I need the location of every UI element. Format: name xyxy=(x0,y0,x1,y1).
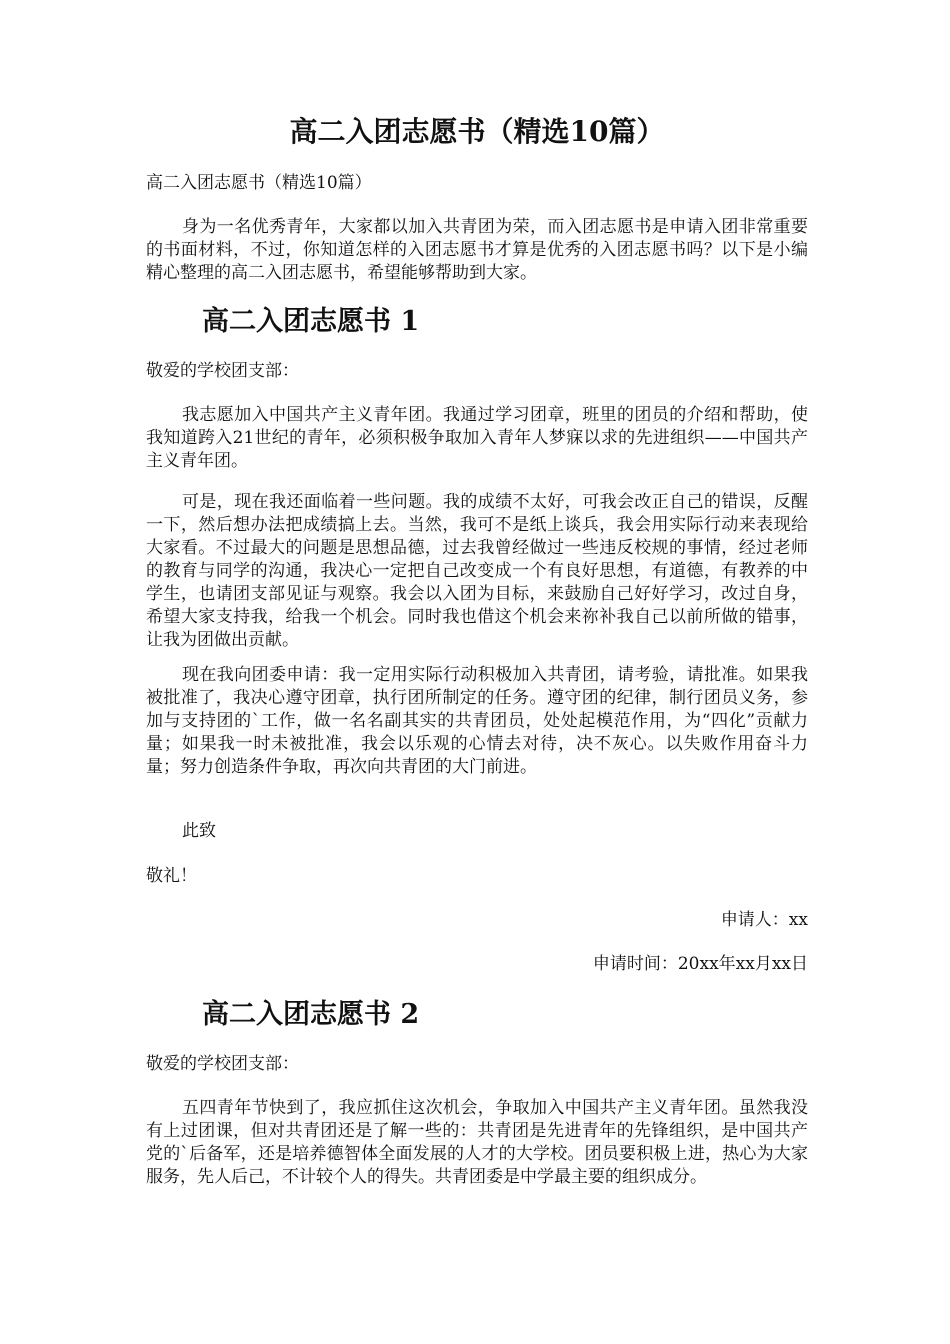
letter1-heading: 高二入团志愿书 1 xyxy=(202,306,420,337)
document-subtitle: 高二入团志愿书（精选10篇） xyxy=(146,173,372,193)
letter1-date: 申请时间：20xx年xx月xx日 xyxy=(592,954,808,974)
letter2-heading: 高二入团志愿书 2 xyxy=(202,999,420,1030)
letter1-applicant: 申请人：xx xyxy=(720,910,808,930)
letter1-paragraph-1: 我志愿加入中国共产主义青年团。我通过学习团章，班里的团员的介绍和帮助，使我知道跨入21世纪的青年，必须积极争取加入青年人梦寐以求的先进组织——中国共产主义青年团。 xyxy=(146,405,808,471)
letter2-salutation: 敬爱的学校团支部： xyxy=(146,1054,299,1074)
letter1-salutation: 敬爱的学校团支部： xyxy=(146,361,299,381)
letter1-closing-cizhi: 此致 xyxy=(182,821,216,841)
intro-paragraph: 身为一名优秀青年，大家都以加入共青团为荣，而入团志愿书是申请入团非常重要的书面材料，不过，你知道怎样的入团志愿书才算是优秀的入团志愿书吗？以下是小编精心整理的高二入团志愿书，希望能够帮助到大家。 xyxy=(146,217,808,283)
document-title: 高二入团志愿书（精选10篇） xyxy=(289,115,665,148)
letter1-paragraph-3: 现在我向团委申请：我一定用实际行动积极加入共青团，请考验，请批准。如果我被批准了，我决心遵守团章，执行团所制定的任务。遵守团的纪律，制行团员义务，参加与支持团的`工作，做一名名副其实的共青团员，处处起模范作用，为“四化”贡献力量；如果我一时未被批准，我会以乐观的心情去对待，决不灰心。以失败作用奋斗力量；努力创造条件争取，再次向共青团的大门前进。 xyxy=(146,665,808,777)
letter1-paragraph-2: 可是，现在我还面临着一些问题。我的成绩不太好，可我会改正自己的错误，反醒一下，然后想办法把成绩搞上去。当然，我可不是纸上谈兵，我会用实际行动来表现给大家看。不过最大的问题是思想品德，过去我曾经做过一些违反校规的事情，经过老师的教育与同学的沟通，我决心一定把自己改变成一个有良好思想，有道德，有教养的中学生，也请团支部见证与观察。我会以入团为目标，来鼓励自己好好学习，改过自身，希望大家支持我，给我一个机会。同时我也借这个机会来祢补我自己以前所做的错事，让我为团做出贡献。 xyxy=(146,492,808,650)
letter1-closing-jingli: 敬礼！ xyxy=(146,866,197,886)
letter2-paragraph-1: 五四青年节快到了，我应抓住这次机会，争取加入中国共产主义青年团。虽然我没有上过团课，但对共青团还是了解一些的：共青团是先进青年的先锋组织，是中国共产党的`后备军，还是培养德智体全面发展的人才的大学校。团员要积极上进，热心为大家服务，先人后己，不计较个人的得失。共青团委是中学最主要的组织成分。 xyxy=(146,1098,808,1187)
